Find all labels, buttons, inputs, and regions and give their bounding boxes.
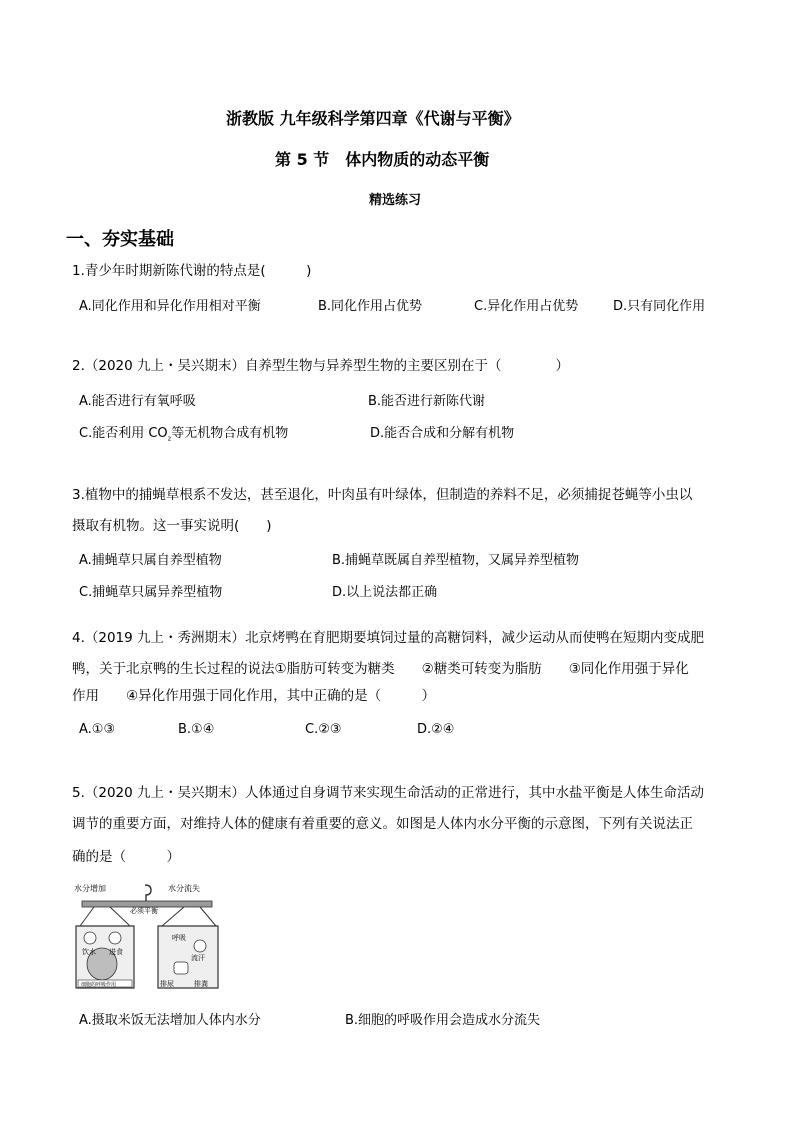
question-5-stem-line-1: 5.（2020 九上・吴兴期末）人体通过自身调节来实现生命活动的正常进行，其中水盐平衡是人体生命活动 [72,785,705,801]
label-sweat: 流汗 [191,954,205,962]
q1-option-b: B.同化作用占优势 [318,299,423,314]
question-4-stem-line-3: 作用 ④异化作用强于同化作用，其中正确的是（ ） [72,688,436,704]
q3-option-c: C.捕蝇草只属异养型植物 [79,585,223,600]
label-breathe: 呼吸 [172,934,186,942]
q4-option-a: A.①③ [79,722,116,737]
question-3-stem-line-2: 摄取有机物。这一事实说明( ) [72,518,272,534]
q4-option-c: C.②③ [305,722,342,737]
section-title: 第 5 节 体内物质的动态平衡 [275,150,490,169]
label-cell-respiration: 细胞的呼吸作用 [81,982,117,988]
label-must-balance: 必须平衡 [130,907,158,915]
label-water-loss: 水分流失 [168,884,200,893]
label-drink: 饮水 [82,948,96,956]
q2-option-b: B.能否进行新陈代谢 [368,394,486,409]
q1-option-a: A.同化作用和异化作用相对平衡 [79,299,261,314]
drinker-figure [84,932,96,944]
document-title: 浙教版 九年级科学第四章《代谢与平衡》 [226,109,520,128]
label-urinate: 排尿 [160,980,174,988]
q3-option-d: D.以上说法都正确 [332,585,438,600]
sweat-figure [194,940,206,952]
label-eat: 进食 [109,948,123,956]
subtitle: 精选练习 [369,193,422,208]
q3-option-b: B.捕蝇草既属自养型植物，又属异养型植物 [332,553,580,568]
q2-option-d: D.能否合成和分解有机物 [370,426,515,441]
q3-option-a: A.捕蝇草只属自养型植物 [79,553,222,568]
q4-option-b: B.①④ [178,722,215,737]
right-pan [158,926,218,988]
q1-option-d: D.只有同化作用 [613,299,706,314]
q5-option-b: B.细胞的呼吸作用会造成水分流失 [345,1013,541,1028]
question-2-stem: 2.（2020 九上・吴兴期末）自养型生物与异养型生物的主要区别在于（ ） [72,358,570,374]
question-1-stem: 1.青少年时期新陈代谢的特点是( ) [72,263,312,279]
question-5-stem-line-3: 确的是（ ） [72,849,180,865]
question-3-stem-line-1: 3.植物中的捕蝇草根系不发达，甚至退化，叶肉虽有叶绿体，但制造的养料不足，必须捕捉苍蝇等小虫以 [72,487,693,503]
q2-option-a: A.能否进行有氧呼吸 [79,394,196,409]
q1-option-c: C.异化作用占优势 [474,299,579,314]
water-balance-diagram [72,882,222,994]
question-4-stem-line-2: 鸭，关于北京鸭的生长过程的说法①脂肪可转变为糖类 ②糖类可转变为脂肪 ③同化作用强于异化 [72,661,689,677]
part-heading: 一、夯实基础 [66,229,174,250]
question-4-stem-line-1: 4.（2019 九上・秀洲期末）北京烤鸭在育肥期要填饲过量的高糖饲料，减少运动从而使鸭在短期内变成肥 [72,630,705,646]
q4-option-d: D.②④ [417,722,455,737]
eater-figure [109,932,121,944]
label-water-increase: 水分增加 [74,884,106,893]
q2-option-c: C.能否利用 $CO_{_2}$等无机物合成有机物 [79,426,289,444]
label-defecate: 排粪 [194,980,208,988]
toilet-shape [174,962,188,974]
question-5-stem-line-2: 调节的重要方面，对维持人体的健康有着重要的意义。如图是人体内水分平衡的示意图，下列有关说法正 [72,816,693,832]
q5-option-a: A.摄取米饭无法增加人体内水分 [79,1013,261,1028]
